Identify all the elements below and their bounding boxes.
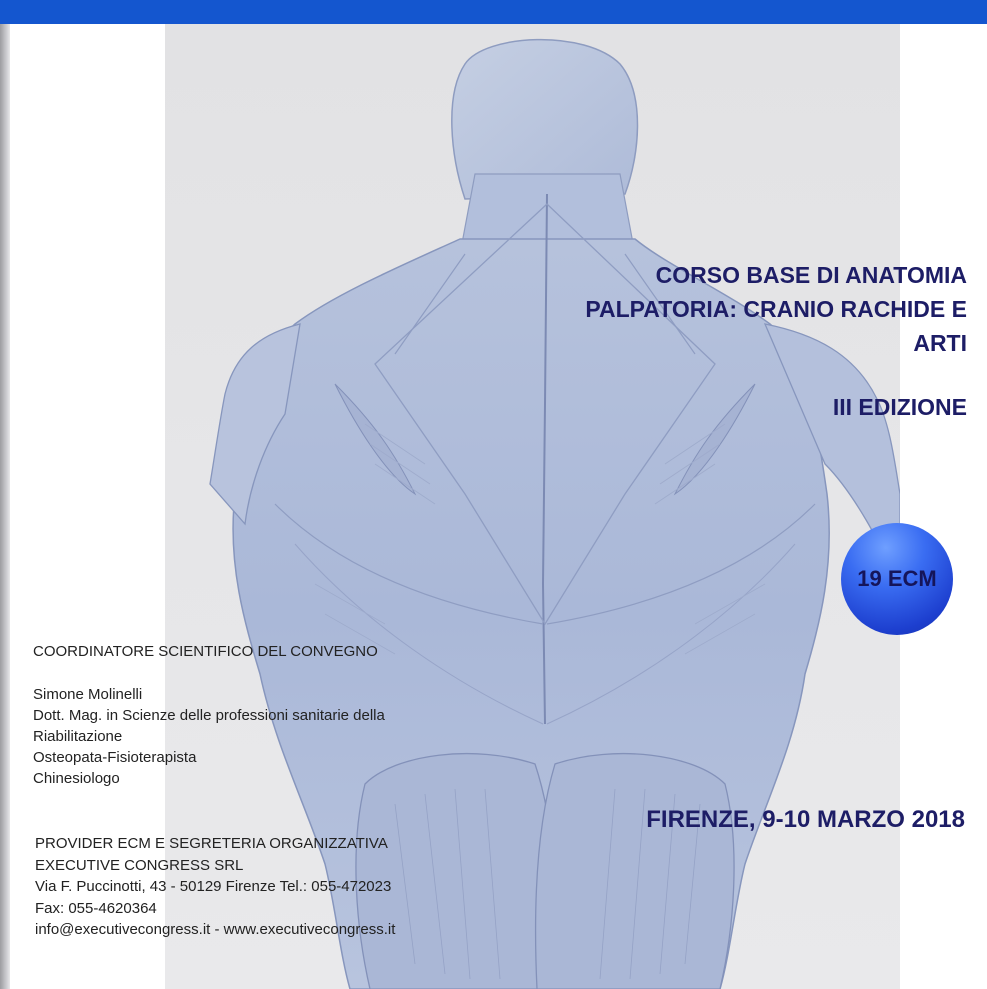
provider-company: EXECUTIVE CONGRESS SRL <box>35 856 244 874</box>
course-title-line-1: CORSO BASE DI ANATOMIA <box>655 262 967 288</box>
ecm-credits-badge <box>841 523 953 635</box>
edition-label: III EDIZIONE <box>832 394 967 420</box>
provider-address: Via F. Puccinotti, 43 - 50129 Firenze Tel.: 055-472023 <box>35 878 392 895</box>
left-edge-stripe <box>0 24 10 989</box>
coordinator-degree-cont: Riabilitazione <box>33 728 123 745</box>
ecm-credits-text: 19 ECM <box>857 566 937 591</box>
coordinator-degree: Dott. Mag. in Scienze delle professioni sanitarie della <box>33 707 385 724</box>
coordinator-role-1: Osteopata-Fisioterapista <box>33 749 197 766</box>
coordinator-heading: COORDINATORE SCIENTIFICO DEL CONVEGNO <box>33 643 378 660</box>
coordinator-name: Simone Molinelli <box>33 686 143 703</box>
course-title-line-3: ARTI <box>913 330 967 356</box>
course-title <box>497 258 967 360</box>
provider-block <box>35 833 395 941</box>
coordinator-role-2: Chinesiologo <box>33 770 120 787</box>
provider-contacts: info@executivecongress.it - www.executivecongress.it <box>35 921 396 938</box>
top-accent-bar <box>0 0 987 24</box>
course-title-line-2: PALPATORIA: CRANIO RACHIDE E <box>585 296 967 322</box>
provider-heading: PROVIDER ECM E SEGRETERIA ORGANIZZATIVA <box>35 835 388 852</box>
event-date-location: FIRENZE, 9-10 MARZO 2018 <box>646 806 965 833</box>
scientific-coordinator-block <box>33 641 385 789</box>
provider-fax: Fax: 055-4620364 <box>35 899 157 917</box>
